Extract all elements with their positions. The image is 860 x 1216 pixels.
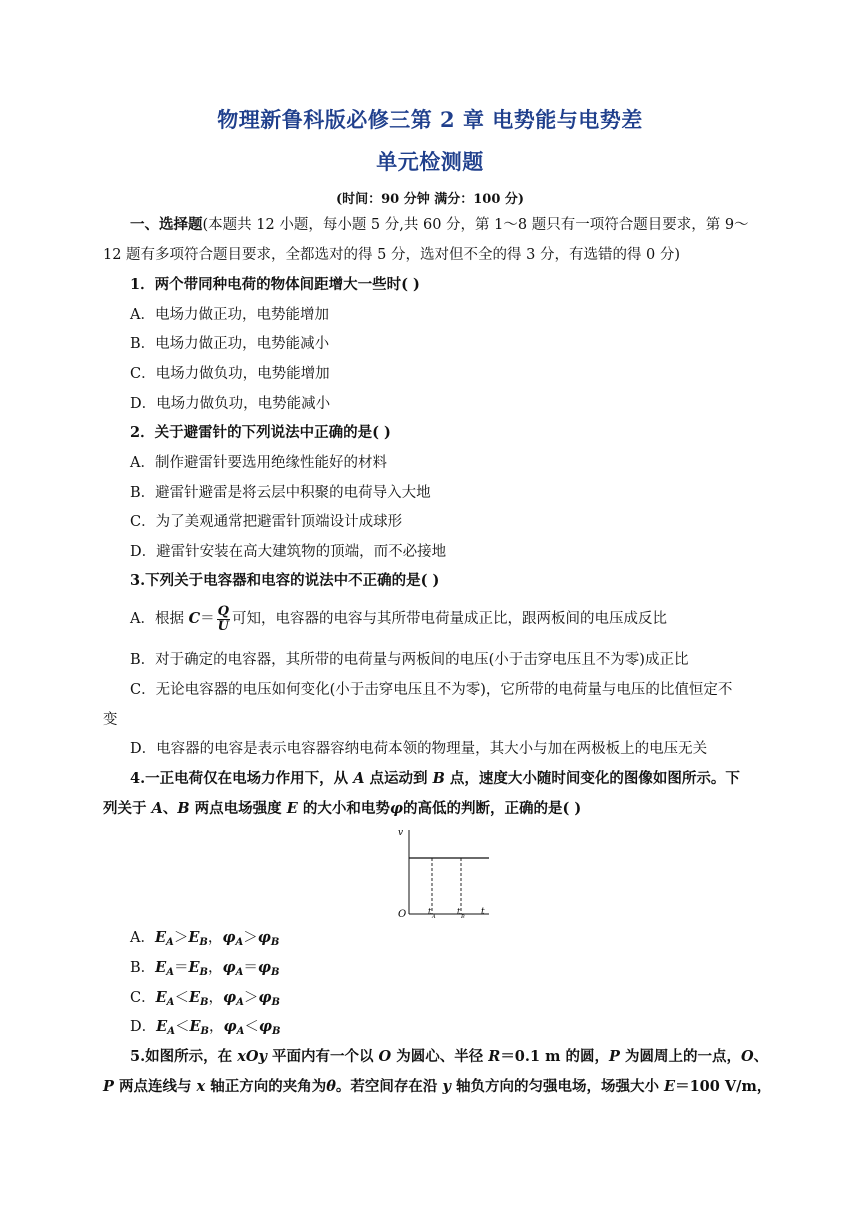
tb-label: t [457, 907, 461, 916]
q4-option-d: D．$E_A<E_B$，$\varphi_A<\varphi_B$ [130, 1018, 281, 1037]
q2-option-a: A．制作避雷针要选用绝缘性能好的材料 [130, 455, 387, 471]
q4-option-b: B．$E_A=E_B$，$\varphi_A=\varphi_B$ [130, 959, 280, 978]
section-heading [130, 215, 770, 235]
document-title-line2: 单元检测题 [376, 149, 484, 174]
tb-sub-label: B [461, 914, 465, 920]
q3-option-c: C．无论电容器的电压如何变化(小于击穿电压且不为零)，它所带的电荷量与电压的比值恒定不 [130, 682, 733, 698]
section-desc-2: 12 题有多项符合题目要求，全都选对的得 5 分，选对但不全的得 3 分，有选错的得 0 分) [103, 247, 681, 263]
capacitance-fraction: $\frac{Q}{U}$ [217, 603, 229, 634]
q3-option-d: D．电容器的电容是表示电容器容纳电荷本领的物理量，其大小与加在两极板上的电压无关 [130, 741, 708, 757]
q3-option-b: B．对于确定的电容器，其所带的电荷量与两板间的电压(小于击穿电压且不为零)成正比 [130, 652, 689, 668]
t-label: t [481, 907, 485, 917]
exam-meta: (时间：90 分钟 满分：100 分) [335, 192, 525, 207]
origin-label: O [398, 909, 407, 920]
question-3-stem: 3.下列关于电容器和电容的说法中不正确的是( ) [130, 572, 440, 589]
q4-option-a: A．$E_A>E_B$，$\varphi_A>\varphi_B$ [130, 929, 280, 948]
question-1-stem: 1．两个带同种电荷的物体间距增大一些时( ) [130, 276, 420, 293]
question-5-stem-cont: P 两点连线与 x 轴正方向的夹角为θ。若空间存在沿 y 轴负方向的匀强电场，场强大小 E＝100 V/m， [103, 1078, 772, 1095]
q1-option-c: C．电场力做负功，电势能增加 [130, 366, 330, 382]
document-title: 物理新鲁科版必修三第 2 章 电势能与电势差 [217, 107, 643, 132]
q1-option-b: B．电场力做正功，电势能减小 [130, 336, 330, 352]
question-4-stem: 4.一正电荷仅在电场力作用下，从 A 点运动到 B 点，速度大小随时间变化的图像如图所示。下 [130, 770, 740, 787]
q1-option-d: D．电场力做负功，电势能减小 [130, 396, 331, 412]
ta-sub-label: A [432, 914, 436, 920]
section-title: 一、选择题 [130, 216, 203, 233]
question-2-stem: 2．关于避雷针的下列说法中正确的是( ) [130, 424, 391, 441]
q2-option-d: D．避雷针安装在高大建筑物的顶端，而不必接地 [130, 544, 447, 560]
question-4-stem-cont: 列关于 A、B 两点电场强度 E 的大小和电势φ的高低的判断，正确的是( ) [103, 800, 582, 817]
q1-option-a: A．电场力做正功，电势能增加 [130, 307, 329, 323]
q3-option-c-cont: 变 [103, 712, 118, 728]
question-5-stem: 5.如图所示，在 xOy 平面内有一个以 O 为圆心、半径 R＝0.1 m 的圆，P 为圆周上的一点，O、 [130, 1048, 769, 1065]
q2-option-b: B．避雷针避雷是将云层中积聚的电荷导入大地 [130, 485, 431, 501]
ta-label: t [428, 907, 432, 916]
section-desc-1: (本题共 12 小题，每小题 5 分,共 60 分，第 1～8 题只有一项符合题目要求，第 9～ [202, 217, 749, 233]
q2-option-c: C．为了美观通常把避雷针顶端设计成球形 [130, 514, 403, 530]
q4-option-c: C．$E_A<E_B$，$\varphi_A>\varphi_B$ [130, 989, 280, 1008]
velocity-time-graph [395, 826, 495, 920]
q3-option-a: A．根据 C＝ $\frac{Q}{U}$ 可知，电容器的电容与其所带电荷量成正比，跟两板间的电压成反比 [130, 603, 667, 634]
v-label: v [398, 828, 404, 838]
